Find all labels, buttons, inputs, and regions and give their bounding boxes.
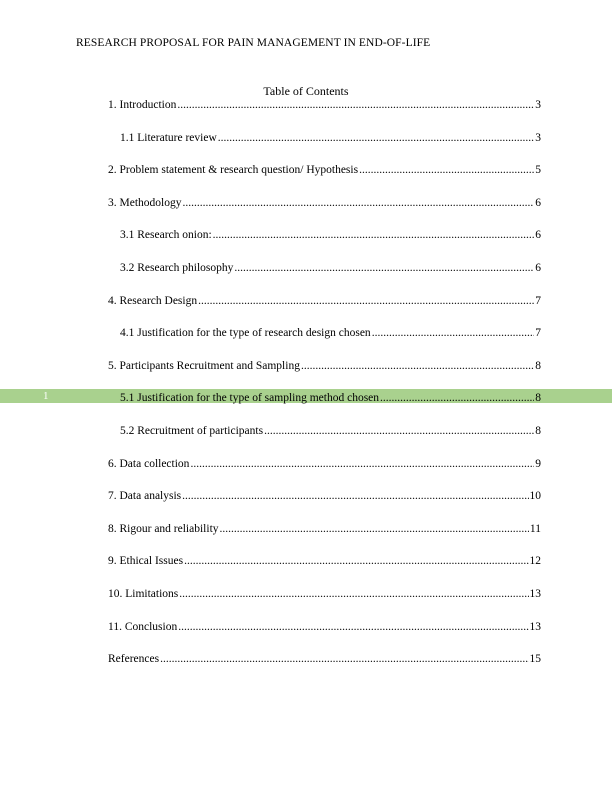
toc-entry[interactable]: [108, 294, 541, 327]
toc-entry-page: 12: [529, 555, 541, 568]
toc-entry-page: 3: [535, 99, 541, 111]
toc-entry-label: 5.2 Recruitment of participants: [120, 424, 264, 437]
toc-entry-page: 7: [535, 294, 541, 307]
toc-leader-dots: [182, 489, 528, 503]
toc-entry-label: 7. Data analysis: [108, 490, 182, 503]
toc-leader-dots: [178, 620, 528, 634]
toc-leader-dots: [190, 457, 534, 471]
toc-leader-dots: [301, 359, 534, 373]
toc-leader-dots: [380, 391, 534, 405]
table-of-contents: [108, 98, 541, 685]
toc-entry-label: 5. Participants Recruitment and Sampling: [108, 359, 300, 372]
toc-entry-label: 1.1 Literature review: [120, 131, 217, 144]
toc-entry[interactable]: [108, 359, 541, 392]
page-header: RESEARCH PROPOSAL FOR PAIN MANAGEMENT IN END-OF-LIFE: [76, 37, 431, 49]
toc-entry-page: 15: [529, 653, 541, 666]
toc-entry-page: 10: [529, 490, 541, 503]
toc-entry-label: 9. Ethical Issues: [108, 555, 184, 568]
toc-leader-dots: [220, 522, 529, 536]
toc-leader-dots: [372, 326, 535, 340]
toc-entry-page: 11: [529, 522, 541, 535]
toc-leader-dots: [160, 652, 528, 666]
toc-entry-page: 8: [535, 424, 541, 437]
toc-entry-label: 8. Rigour and reliability: [108, 522, 219, 535]
toc-entry-page: 8: [535, 359, 541, 372]
toc-entry[interactable]: [108, 522, 541, 555]
toc-entry[interactable]: [108, 98, 541, 131]
toc-entry-label: 3.2 Research philosophy: [120, 261, 234, 274]
toc-leader-dots: [179, 587, 528, 601]
toc-entry[interactable]: [108, 163, 541, 196]
toc-entry-label: 3.1 Research onion:: [120, 229, 212, 242]
toc-entry-label: 4. Research Design: [108, 294, 198, 307]
toc-entry-label: 10. Limitations: [108, 587, 179, 600]
toc-entry-label: 11. Conclusion: [108, 620, 178, 633]
toc-leader-dots: [213, 228, 535, 242]
toc-leader-dots: [184, 554, 528, 568]
toc-entry[interactable]: [108, 489, 541, 522]
toc-entry[interactable]: [108, 196, 541, 229]
toc-entry-page: 6: [535, 261, 541, 274]
toc-leader-dots: [264, 424, 534, 438]
toc-entry-label: 6. Data collection: [108, 457, 190, 470]
toc-leader-dots: [359, 163, 534, 177]
toc-entry[interactable]: [108, 228, 541, 261]
toc-entry-page: 6: [535, 196, 541, 209]
toc-entry-label: 3. Methodology: [108, 196, 182, 209]
toc-entry-page: 3: [535, 131, 541, 144]
toc-entry[interactable]: [108, 587, 541, 620]
toc-entry-page: 7: [535, 327, 541, 340]
toc-entry-page: 9: [535, 457, 541, 470]
toc-entry[interactable]: [108, 554, 541, 587]
toc-leader-dots: [218, 131, 535, 145]
toc-entry[interactable]: [108, 261, 541, 294]
toc-entry[interactable]: [108, 391, 541, 424]
toc-leader-dots: [182, 196, 534, 210]
toc-entry-page: 13: [529, 587, 541, 600]
toc-title: Table of Contents: [263, 84, 349, 98]
toc-leader-dots: [198, 294, 534, 308]
toc-entry-label: References: [108, 653, 160, 666]
toc-entry-page: 8: [535, 392, 541, 405]
toc-entry[interactable]: [108, 131, 541, 164]
page-number: 1: [43, 390, 49, 402]
toc-entry-page: 5: [535, 164, 541, 177]
toc-entry[interactable]: [108, 620, 541, 653]
toc-entry-label: 5.1 Justification for the type of sampling method chosen: [120, 392, 380, 405]
toc-entry-label: 4.1 Justification for the type of research design chosen: [120, 327, 371, 340]
toc-entry[interactable]: [108, 326, 541, 359]
toc-leader-dots: [234, 261, 534, 275]
toc-entry[interactable]: [108, 424, 541, 457]
toc-entry-label: 2. Problem statement & research question/ Hypothesis: [108, 164, 359, 177]
toc-entry-page: 13: [529, 620, 541, 633]
toc-entry-label: 1. Introduction: [108, 99, 177, 111]
toc-entry-page: 6: [535, 229, 541, 242]
toc-leader-dots: [177, 98, 534, 112]
toc-entry[interactable]: [108, 652, 541, 685]
toc-entry[interactable]: [108, 457, 541, 490]
